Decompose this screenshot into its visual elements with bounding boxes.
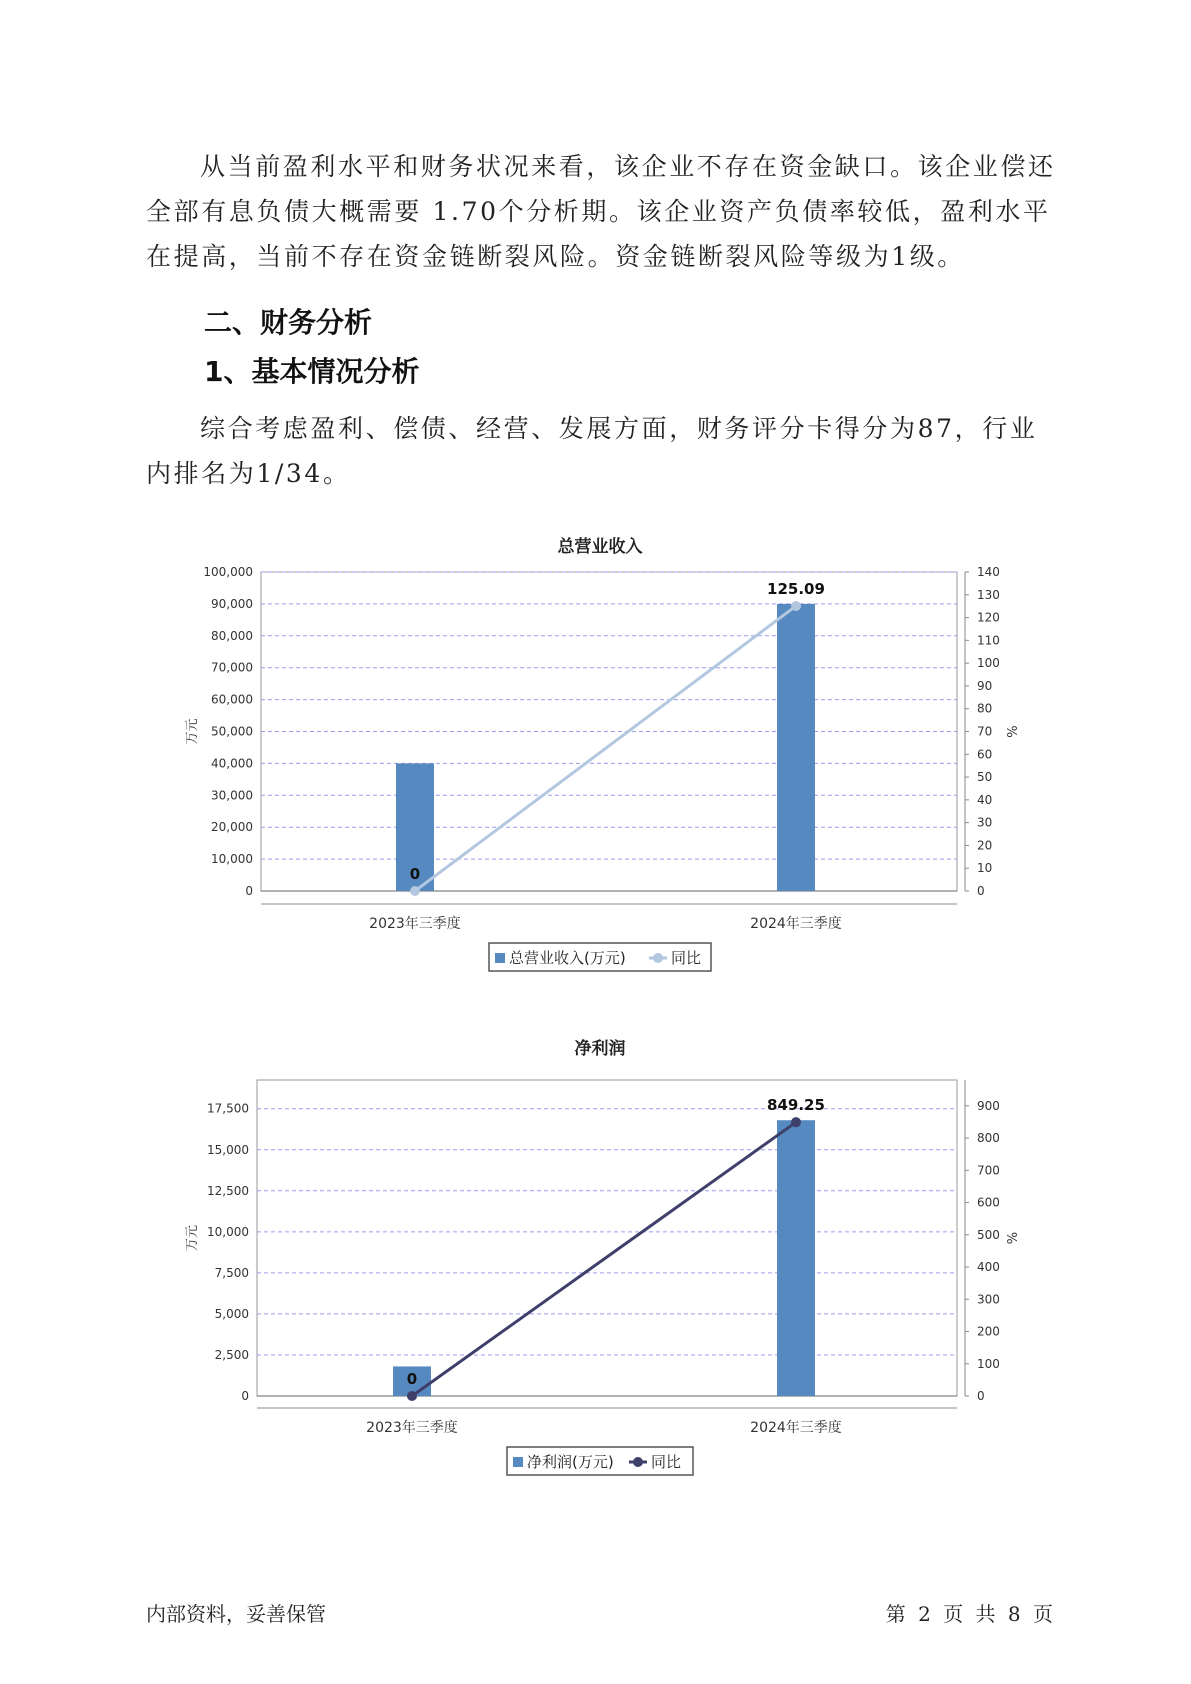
data-label: 0 <box>406 1370 418 1388</box>
left-tick-label: 7,500 <box>214 1265 249 1280</box>
right-tick-label: 500 <box>977 1227 1000 1242</box>
left-tick-label: 90,000 <box>211 596 253 611</box>
right-tick-label: 50 <box>977 770 993 785</box>
left-axis-label: 万元 <box>185 1224 200 1252</box>
right-axis-label: % <box>1006 725 1021 738</box>
left-tick-label: 0 <box>245 884 253 898</box>
left-tick-label: 2,500 <box>214 1347 249 1362</box>
category-label: 2024年三季度 <box>750 1420 842 1436</box>
data-label: 849.25 <box>767 1096 825 1115</box>
legend-line-marker <box>633 1457 643 1467</box>
chart-revenue-svg <box>0 520 1191 980</box>
line-point <box>410 886 420 896</box>
right-tick-label: 100 <box>977 1356 1000 1371</box>
chart-revenue <box>0 520 1191 980</box>
legend-bar-swatch <box>495 953 505 963</box>
data-label: 0 <box>409 865 421 883</box>
chart-title: 总营业收入 <box>557 537 643 557</box>
right-tick-label: 110 <box>977 633 1000 648</box>
paragraph-score <box>146 406 1056 496</box>
section-heading: 二、财务分析 <box>204 306 373 339</box>
legend-line-label: 同比 <box>671 949 702 967</box>
category-label: 2023年三季度 <box>366 1420 458 1436</box>
subsection-heading: 1、基本情况分析 <box>204 355 420 388</box>
legend-bar-label: 净利润(万元) <box>527 1453 614 1471</box>
line-point <box>791 601 801 611</box>
line-point <box>791 1117 801 1127</box>
right-tick-label: 600 <box>977 1195 1000 1210</box>
bar <box>777 604 815 891</box>
left-tick-label: 50,000 <box>211 724 253 739</box>
left-tick-label: 80,000 <box>211 628 253 643</box>
right-tick-label: 900 <box>977 1098 1000 1113</box>
right-tick-label: 40 <box>977 792 993 807</box>
right-tick-label: 60 <box>977 747 993 762</box>
right-tick-label: 200 <box>977 1324 1000 1339</box>
chart-net-profit <box>0 1018 1191 1488</box>
left-tick-label: 15,000 <box>207 1142 249 1157</box>
left-tick-label: 100,000 <box>203 565 253 579</box>
left-tick-label: 30,000 <box>211 788 253 803</box>
paragraph-funding-risk-text: 从当前盈利水平和财务状况来看，该企业不存在资金缺口。该企业偿还全部有息负债大概需要 1.70个分析期。该企业资产负债率较低，盈利水平在提高，当前不存在资金链断裂风险。资金链断裂风险等级为1级。 <box>146 152 1056 271</box>
right-tick-label: 800 <box>977 1131 1000 1146</box>
paragraph-score-text: 综合考虑盈利、偿债、经营、发展方面，财务评分卡得分为87，行业内排名为1/34。 <box>146 414 1038 488</box>
right-tick-label: 70 <box>977 724 993 739</box>
left-tick-label: 20,000 <box>211 820 253 835</box>
paragraph-funding-risk <box>146 144 1056 279</box>
legend-bar-swatch <box>513 1457 523 1467</box>
right-tick-label: 0 <box>977 1389 985 1403</box>
right-tick-label: 100 <box>977 656 1000 671</box>
right-tick-label: 130 <box>977 587 1000 602</box>
left-tick-label: 70,000 <box>211 660 253 675</box>
left-tick-label: 17,500 <box>207 1101 249 1116</box>
right-tick-label: 90 <box>977 678 993 693</box>
left-tick-label: 5,000 <box>214 1306 249 1321</box>
left-tick-label: 40,000 <box>211 756 253 771</box>
right-axis-label: % <box>1006 1231 1021 1245</box>
legend-bar-label: 总营业收入(万元) <box>509 949 626 967</box>
left-tick-label: 0 <box>241 1389 249 1403</box>
right-tick-label: 80 <box>977 701 993 716</box>
chart-title: 净利润 <box>574 1039 626 1059</box>
right-tick-label: 0 <box>977 884 985 898</box>
footer-page-number: 第 2 页 共 8 页 <box>885 1602 1053 1626</box>
left-axis-label: 万元 <box>185 718 200 745</box>
category-label: 2023年三季度 <box>369 916 461 932</box>
left-tick-label: 10,000 <box>211 852 253 867</box>
right-tick-label: 20 <box>977 838 993 853</box>
right-tick-label: 400 <box>977 1260 1000 1275</box>
plot-area <box>257 1080 957 1396</box>
right-tick-label: 300 <box>977 1292 1000 1307</box>
right-tick-label: 140 <box>977 565 1000 579</box>
left-tick-label: 12,500 <box>207 1183 249 1198</box>
left-tick-label: 10,000 <box>207 1224 249 1239</box>
chart-net-profit-svg <box>0 1018 1191 1488</box>
right-tick-label: 30 <box>977 815 993 830</box>
bar <box>777 1120 815 1396</box>
legend-line-label: 同比 <box>651 1453 682 1471</box>
line-point <box>407 1391 417 1401</box>
right-tick-label: 120 <box>977 610 1000 625</box>
right-tick-label: 10 <box>977 861 993 876</box>
left-tick-label: 60,000 <box>211 692 253 707</box>
right-tick-label: 700 <box>977 1163 1000 1178</box>
footer-confidential: 内部资料，妥善保管 <box>146 1602 326 1626</box>
legend-line-marker <box>653 953 663 963</box>
data-label: 125.09 <box>767 579 825 598</box>
category-label: 2024年三季度 <box>750 916 842 932</box>
